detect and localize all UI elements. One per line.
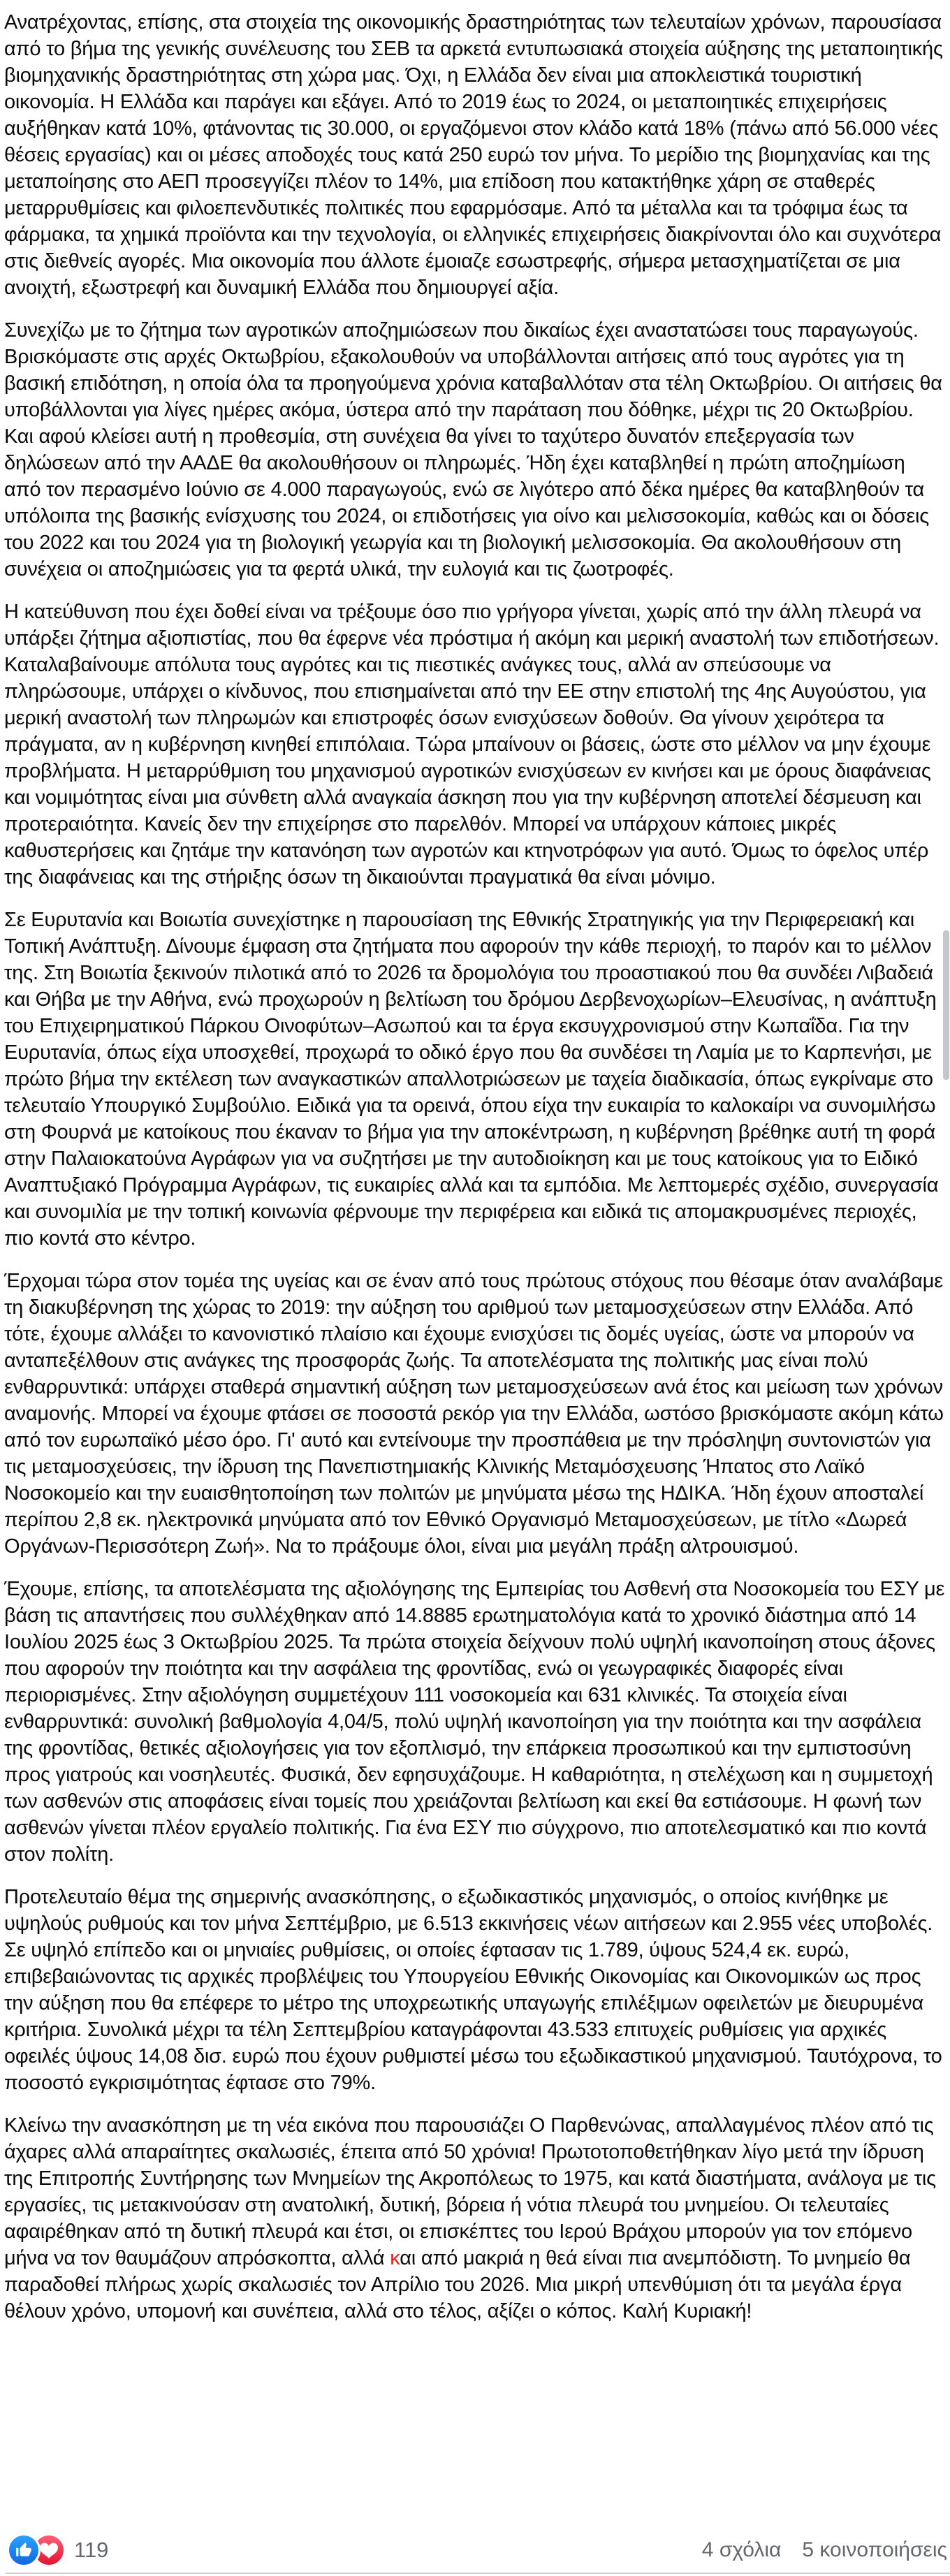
post-paragraph-health-transplants: Έρχομαι τώρα στον τομέα της υγείας και σε έναν από τους πρώτους στόχους που θέσαμε όταν αναλάβαμε τη διακυβέρνηση της χώρας το 2019: την αύξηση του αριθμού των μεταμοσχεύσεων στην Ελλάδα. Από τότε, έχουμε αλλάξει το κανονιστικό πλαίσιο και έχουμε ενισχύσει τις δομές υγείας, ώστε να μπορούν να ανταπεξέλθουν στις ανάγκες της προσφοράς ζωής. Τα αποτελέσματα της πολιτικής μας είναι πολύ ενθαρρυντικά: υπάρχει σταθερά σημαντική αύξηση των μεταμοσχεύσεων ανά έτος και μείωση των χρόνων αναμονής. Μπορεί να έχουμε φτάσει σε ποσοστά ρεκόρ για την Ελλάδα, ωστόσο βρισκόμαστε ακόμη κάτω από τον ευρωπαϊκό μέσο όρο. Γι' αυτό και εντείνουμε την προσπάθεια με την πρόσληψη συντονιστών για τις μεταμοσχεύσεις, την ίδρυση της Πανεπιστημιακής Κλινικής Μεταμόσχευσης Ήπατος στο Λαϊκό Νοσοκομείο και την ευαισθητοποίηση των πολιτών με μηνύματα μέσω της ΗΔΙΚΑ. Ήδη έχουν αποσταλεί περίπου 2,8 εκ. ηλεκτρονικά μηνύματα από τον Εθνικό Οργανισμό Μεταμοσχεύσεων, με τίτλο «Δωρεά Οργάνων-Περισσότερη Ζωή». Να το πράξουμε όλοι, είναι μια μεγάλη πράξη αλτρουισμού. (4, 1270, 944, 1558)
comments-count[interactable]: 4 σχόλια (701, 2538, 782, 2561)
post-paragraph-out-of-court-mechanism: Προτελευταίο θέμα της σημερινής ανασκόπησης, ο εξωδικαστικός μηχανισμός, ο οποίος κινήθηκε με υψηλούς ρυθμούς και τον μήνα Σεπτέμβριο, με 6.513 εκκινήσεις νέων αιτήσεων και 2.955 νέες υποβολές. Σε υψηλό επίπεδο και οι μηνιαίες ρυθμίσεις, οι οποίες έφτασαν τις 1.789, ύψους 524,4 εκ. ευρώ, επιβεβαιώνοντας τις αρχικές προβλέψεις του Υπουργείου Εθνικής Οικονομίας και Οικονομικών ως προς την αύξηση που θα επέφερε το μέτρο της υποχρεωτικής υπαγωγής επιλέξιμων οφειλετών με διευρυμένα κριτήρια. Συνολικά μέχρι τα τέλη Σεπτεμβρίου καταγράφονται 43.533 επιτυχείς ρυθμίσεις για αρχικές οφειλές ύψους 14,08 δισ. ευρώ που έχουν ρυθμιστεί μέσω του εξωδικαστικού μηχανισμού. Ταυτόχρονα, το ποσοστό εγκρισιμότητας έφτασε στο 79%. (4, 1886, 942, 2094)
highlighted-char: κ (390, 2247, 400, 2269)
post-paragraph-subsidy-mechanism-reform: Η κατεύθυνση που έχει δοθεί είναι να τρέξουμε όσο πιο γρήγορα γίνεται, χωρίς από την άλλη πλευρά να υπάρξει ζήτημα αξιοπιστίας, που θα έφερνε νέα πρόστιμα ή ακόμη και μερική αναστολή των επιδοτήσεων. Καταλαβαίνουμε απόλυτα τους αγρότες και τις πιεστικές ανάγκες τους, αλλά αν σπεύσουμε να πληρώσουμε, υπάρχει ο κίνδυνος, που επισημαίνεται από την ΕΕ στην επιστολή της 4ης Αυγούστου, για μερική αναστολή των πληρωμών και επιστροφές όσων ενισχύσεων δοθούν. Θα γίνουν χειρότερα τα πράγματα, αν η κυβέρνηση κινηθεί επιπόλαια. Τώρα μπαίνουν οι βάσεις, ώστε στο μέλλον να μην έχουμε προβλήματα. Η μεταρρύθμιση του μηχανισμού αγροτικών ενισχύσεων εν κινήσει και με όρους διαφάνειας και νομιμότητας είναι μια σύνθετη αλλά αναγκαία άσκηση που για την κυβέρνηση αποτελεί δέσμευση και προτεραιότητα. Κανείς δεν την επιχείρησε στο παρελθόν. Μπορεί να υπάρχουν κάποιες μικρές καθυστερήσεις και ζητάμε την κατανόηση των αγροτών και κτηνοτρόφων για αυτό. Όμως το όφελος υπέρ της διαφάνειας και της στήριξης όσων τη δικαιούνται πραγματικά θα είναι μόνιμο. (4, 601, 940, 888)
post-paragraph-economy-manufacturing: Ανατρέχοντας, επίσης, στα στοιχεία της οικονομικής δραστηριότητας των τελευταίων χρόνων, παρουσίασα από το βήμα της γενικής συνέλευσης του ΣΕΒ τα αρκετά εντυπωσιακά στοιχεία αύξησης της μεταποιητικής βιομηχανικής δραστηριότητας στη χώρα μας. Όχι, η Ελλάδα δεν είναι μια αποκλειστικά τουριστική οικονομία. Η Ελλάδα και παράγει και εξάγει. Από το 2019 έως το 2024, οι μεταποιητικές επιχειρήσεις αυξήθηκαν κατά 10%, φτάνοντας τις 30.000, οι εργαζόμενοι στον κλάδο κατά 18% (πάνω από 56.000 νέες θέσεις εργασίας) και οι μέσες αποδοχές τους κατά 250 ευρώ τον μήνα. Το μερίδιο της βιομηχανίας και της μεταποίησης στο ΑΕΠ προσεγγίζει πλέον το 14%, μια επίδοση που κατακτήθηκε χάρη σε σταθερές μεταρρυθμίσεις και φιλοεπενδυτικές πολιτικές που εφαρμόσαμε. Από τα μέταλλα και τα τρόφιμα έως τα φάρμακα, τα χημικά προϊόντα και την τεχνολογία, οι ελληνικές επιχειρήσεις διακρίνονται όλο και συχνότερα στις διεθνείς αγορές. Μια οικονομία που άλλοτε έμοιαζε εσωστρεφής, σήμερα μετασχηματίζεται σε μια ανοιχτή, εξωστρεφή και δυναμική Ελλάδα που δημιουργεί αξία. (4, 11, 943, 299)
comments-shares (702, 2538, 947, 2562)
reactions-summary[interactable] (4, 2533, 108, 2567)
post-paragraph-parthenon-scaffolding (4, 2112, 946, 2325)
scrollbar-thumb[interactable] (943, 930, 949, 1080)
like-icon (7, 2533, 41, 2567)
shares-count[interactable]: 5 κοινοποιήσεις (802, 2538, 947, 2561)
post-meta-row (4, 2533, 947, 2568)
post-footer (0, 2509, 950, 2576)
reaction-count[interactable]: 119 (74, 2538, 109, 2562)
footer-divider (6, 2573, 950, 2574)
post-paragraph-regional-development: Σε Ευρυτανία και Βοιωτία συνεχίστηκε η παρουσίαση της Εθνικής Στρατηγικής για την Περιφερειακή και Τοπική Ανάπτυξη. Δίνουμε έμφαση στα ζητήματα που αφορούν την κάθε περιοχή, το παρόν και το μέλλον της. Στη Βοιωτία ξεκινούν πιλοτικά από το 2026 τα δρομολόγια του προαστιακού που θα συνδέει Λιβαδειά και Θήβα με την Αθήνα, ενώ προχωρούν η βελτίωση του δρόμου Δερβενοχωρίων–Ελευσίνας, η ανάπτυξη του Επιχειρηματικού Πάρκου Οινοφύτων–Ασωπού και τα έργα εκσυγχρονισμού στην Κωπαΐδα. Για την Ευρυτανία, όπως είχα υποσχεθεί, προχωρά το οδικό έργο που θα συνδέσει τη Λαμία με το Καρπενήσι, με πρώτο βήμα την εκτέλεση των αναγκαστικών απαλλοτριώσεων με ταχεία διαδικασία, όπως εγκρίναμε στο τελευταίο Υπουργικό Συμβούλιο. Ειδικά για τα ορεινά, όπου είχα την ευκαιρία το καλοκαίρι να συνομιλήσω στη Φουρνά με κατοίκους που έκαναν το βήμα για την αποκέντρωση, η κυβέρνηση βρέθηκε αυτή τη φορά στην Παλαιοκατούνα Αγράφων για να συζητήσει με την αυτοδιοίκηση και με τους κατοίκους για το Ειδικό Αναπτυξιακό Πρόγραμμα Αγράφων, τις ευκαιρίες αλλά και τα εμπόδια. Με λεπτομερές σχέδιο, συνεργασία και συνομιλία με την τοπική κοινωνία φέρνουμε την περιφέρεια και ειδικά τις απομακρυσμένες περιοχές, πιο κοντά στο κέντρο. (4, 909, 939, 1250)
post-paragraph-farmers-compensations: Συνεχίζω με το ζήτημα των αγροτικών αποζημιώσεων που δικαίως έχει αναστατώσει τους παραγωγούς. Βρισκόμαστε στις αρχές Οκτωβρίου, εξακολουθούν να υποβάλλονται αιτήσεις από τους αγρότες για τη βασική επιδότηση, η οποία όλα τα προηγούμενα χρόνια καταβαλλόταν στα τέλη Οκτωβρίου. Οι αιτήσεις θα υποβάλλονται για λίγες ημέρες ακόμα, ύστερα από την παράταση που δόθηκε, μέχρι τις 20 Οκτωβρίου. Και αφού κλείσει αυτή η προθεσμία, στη συνέχεια θα γίνει το ταχύτερο δυνατόν επεξεργασία των δηλώσεων από την ΑΑΔΕ θα ακολουθήσουν οι πληρωμές. Ήδη έχει καταβληθεί η πρώτη αποζημίωση από τον περασμένο Ιούνιο σε 4.000 παραγωγούς, ενώ σε λιγότερο από δέκα ημέρες θα καταβληθούν τα υπόλοιπα της βασικής ενίσχυσης του 2024, οι επιδοτήσεις για οίνο και μελισσοκομία, καθώς και οι δόσεις του 2022 και του 2024 για τη βιολογική γεωργία και τη βιολογική μελισσοκομία. Θα ακολουθήσουν στη συνέχεια οι αποζημιώσεις για τα φερτά υλικά, την ευλογιά και τις ζωοτροφές. (4, 319, 942, 580)
paragraph-text: αι από μακριά η θεά είναι πια ανεμπόδιστη. Το μνημείο θα παραδοθεί πλήρως χωρίς σκαλωσιές τον Απρίλιο του 2026. Μια μικρή υπενθύμιση ότι τα μεγάλα έργα θέλουν χρόνο, υπομονή και συνέπεια, αλλά στο τέλος, αξίζει ο κόπος. Καλή Κυριακή! (4, 2247, 911, 2322)
paragraph-text: Κλείνω την ανασκόπηση με τη νέα εικόνα που παρουσιάζει Ο Παρθενώνας, απαλλαγμένος πλέον από τις άχαρες αλλά απαραίτητες σκαλωσιές, έπειτα από 50 χρόνια! Πρωτοτοποθετήθηκαν λίγο μετά την ίδρυση της Επιτροπής Συντήρησης των Μνημείων της Ακροπόλεως το 1975, και κατά διαστήματα, ανάλογα με τις εργασίες, τις μετακινούσαν στη ανατολική, δυτική, βόρεια ή νότια πλευρά του μνημείου. Οι τελευταίες αφαιρέθηκαν από τη δυτική πλευρά και έτσι, οι επισκέπτες του Ιερού Βράχου μπορούν για τον επόμενο μήνα να τον θαυμάζουν απρόσκοπτα, αλλά (4, 2114, 936, 2269)
post-paragraph-patient-experience: Έχουμε, επίσης, τα αποτελέσματα της αξιολόγησης της Εμπειρίας του Ασθενή στα Νοσοκομεία του ΕΣΥ με βάση τις απαντήσεις που συλλέχθηκαν από 14.8885 ερωτηματολόγια κατά το χρονικό διάστημα από 14 Ιουλίου 2025 έως 3 Οκτωβρίου 2025. Τα πρώτα στοιχεία δείχνουν πολύ υψηλή ικανοποίηση στους άξονες που αφορούν την ποιότητα και την ασφάλεια της φροντίδας, ενώ οι γεωγραφικές διαφορές είναι περιορισμένες. Στην αξιολόγηση συμμετέχουν 111 νοσοκομεία και 631 κλινικές. Τα στοιχεία είναι ενθαρρυντικά: συνολική βαθμολογία 4,04/5, πολύ υψηλή ικανοποίηση για την ποιότητα και την ασφάλεια της φροντίδας, θετικές αξιολογήσεις για τον εξοπλισμό, την επάρκεια προσωπικού και την εμπιστοσύνη προς γιατρούς και νοσηλευτές. Φυσικά, δεν εφησυχάζουμε. Η καθαριότητα, η στελέχωση και η συμμετοχή των ασθενών στις αποφάσεις είναι τομείς που χρειάζονται βελτίωση και εκεί θα εστιάσουμε. Η φωνή των ασθενών γίνεται πλέον εργαλείο πολιτικής. Για ένα ΕΣΥ πιο σύγχρονο, πιο αποτελεσματικό και πιο κοντά στον πολίτη. (4, 1578, 945, 1866)
